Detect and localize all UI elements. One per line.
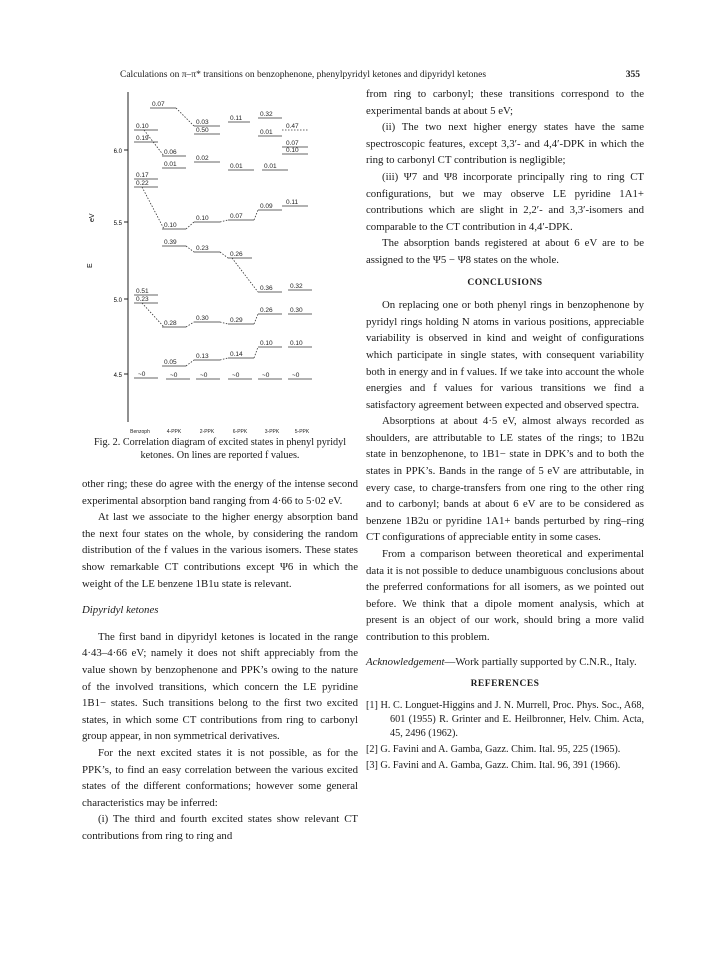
f-value: 0.32 [290,283,303,290]
f-value: 0.47 [286,123,299,130]
f-value: 0.51 [136,288,149,295]
reference: [1] H. C. Longuet-Higgins and J. N. Murrell, Proc. Phys. Soc., A68, 601 (1955) R. Grinter and E. Heilbronner, Helv. Chim. Acta, 45, 2496 (1962). [366,699,644,739]
paragraph: Absorptions at about 4·5 eV, almost always recorded as shoulders, are attributable to LE states of the rings; to 1B2u state in benzophenone, to 1B1− state in DPK’s and to both the states in PPK’s. Bands in the range of 5 eV are attributable, in every case, to charge-transfers from one ring to the other ring and to carbonyl; bands at about 6 eV are to be considered as benzene 1B2u or pyridine 1A1+ bands perturbed by ring–ring CT configurations of appreciable entity in some cases. [366,415,644,544]
column-label: Benzoph [130,429,150,435]
f-value: 0.13 [196,353,209,360]
paragraph: At last we associate to the higher energy absorption band the next four states on the whole, by considering the random distribution of the f values in the various isomers. These states show remarkable CT contributions except Ψ6 in which the weight of the LE benzene 1B1u state is relevant. [82,511,358,590]
running-title: Calculations on π–π* transitions on benzophenone, phenylpyridyl ketones and dipyridyl ketones [120,70,487,80]
f-value: ~0 [200,372,208,379]
paragraph: (i) The third and fourth excited states show relevant CT contributions from ring to ring and [82,813,358,842]
f-value: 0.01 [230,163,243,170]
column-label: 2-PPK [199,429,215,435]
f-value: 0.07 [152,101,165,108]
f-value: 0.06 [164,149,177,156]
left-column [82,476,358,844]
f-value: 0.10 [164,222,177,229]
y-tick: 5.5 [113,221,122,227]
paragraph: other ring; these do agree with the energy of the intense second experimental absorption band ranging from 4·66 to 5·02 eV. [82,478,358,507]
right-column [366,86,644,775]
f-value: 0.11 [286,199,299,206]
ack-text: —Work partially supported by C.N.R., Italy. [444,655,637,668]
f-value: 0.26 [260,307,273,314]
f-value: 0.39 [164,239,177,246]
f-value: 0.19 [136,135,149,142]
f-value: 0.02 [196,155,209,162]
f-value: 0.01 [164,161,177,168]
paragraph: (ii) The two next higher energy states have the same spectroscopic features, except 3,3′- and 4,4′-DPK in which the ring to carbonyl CT contribution is negligible; [366,121,644,167]
f-value: 0.29 [230,317,243,324]
f-value: 0.36 [260,285,273,292]
column-label: 3-PPK [264,429,280,435]
paragraph: from ring to carbonyl; these transitions correspond to the experimental bands at about 5 eV; [366,88,644,117]
f-value: 0.30 [196,315,209,322]
f-value: ~0 [232,372,240,379]
column-labels [130,429,310,435]
f-value: 0.11 [230,115,243,122]
f-value: 0.01 [260,129,273,136]
page-number: 355 [625,70,640,80]
energy-symbol: E [87,263,94,268]
section-heading: REFERENCES [470,679,540,690]
y-tick: 6.0 [113,149,122,155]
y-tick: 4.5 [113,373,122,379]
f-value: 0.26 [230,251,243,258]
reference: [3] G. Favini and A. Gamba, Gazz. Chim. Ital. 96, 391 (1966). [366,759,621,771]
f-value: 0.09 [260,203,273,210]
f-value: 0.10 [286,147,299,154]
column-label: 5-PPK [294,429,310,435]
y-axis-label: eV [89,213,96,222]
f-value: 0.28 [164,320,177,327]
figure-caption [82,436,358,462]
paragraph: On replacing one or both phenyl rings in benzophenone by pyridyl rings holding N atoms in various positions, appreciable variability is observed in kind and weight of configurations which participate in single states, with consequent variability both in energy and in f values. If we take into account the whole energies and f values for various transitions we find a satisfactory agreement between expected and observed spectra. [366,299,644,411]
f-value: 0.07 [286,140,299,147]
caption-label: Fig. 2. [93,437,121,448]
paragraph: The absorption bands registered at about 6 eV are to be assigned to the Ψ5 − Ψ8 states on the whole. [366,237,644,266]
ack-label: Acknowledgement [366,655,445,668]
f-value: 0.32 [260,111,273,118]
f-value: 0.30 [290,307,303,314]
running-header [120,70,640,80]
f-value: 0.10 [260,340,273,347]
y-tick: 5.0 [113,298,122,304]
f-value-labels [136,101,303,379]
paragraph: From a comparison between theoretical and experimental data it is not possible to deduce unambiguous conclusions about the preferred conformations for all isomers, as we pointed out before. We think that a dipole moment analysis, which at present is an object of our work, should bring a more valid contribution to this problem. [366,548,644,643]
column-label: 4-PPK [166,429,182,435]
f-value: 0.50 [196,127,209,134]
column-label: 6-PPK [232,429,248,435]
f-value: 0.10 [290,340,303,347]
f-value: ~0 [262,372,270,379]
section-heading: Dipyridyl ketones [82,604,159,617]
f-value: 0.10 [136,123,149,130]
f-value: 0.23 [196,245,209,252]
paragraph: The first band in dipyridyl ketones is located in the range 4·43–4·66 eV; namely it does not shift appreciably from the value shown by benzophenone and PPK’s owing to the nature of the involved transitions, which concern the LE pyridine 1B1− states. Such transitions belong to the first two excited states, in which some CT contributions from ring to carbonyl group appear, in non symmetrical derivatives. [82,630,358,743]
f-value: 0.22 [136,180,149,187]
f-value: 0.03 [196,119,209,126]
f-value: 0.10 [196,215,209,222]
caption-text: Correlation diagram of excited states in phenyl pyridyl ketones. On lines are reported f values. [122,437,347,461]
section-heading: CONCLUSIONS [467,277,543,288]
acknowledgement [366,654,644,671]
f-value: 0.23 [136,296,149,303]
paragraph: For the next excited states it is not possible, as for the PPK’s, to find an easy correlation between the various excited states of the different conformations; however some general characteristics may be inferred: [82,746,358,809]
f-value: 0.17 [136,172,149,179]
f-value: ~0 [170,372,178,379]
paragraph: (iii) Ψ7 and Ψ8 incorporate principally ring to ring CT configurations, but we may observe LE pyridine 1A1+ contributions which are slight in 2,2′- and 3,3′-isomers and comparable to the CT contribution in 4,4′-DPK. [366,170,644,233]
f-value: 0.14 [230,351,243,358]
f-value: 0.07 [230,213,243,220]
reference: [2] G. Favini and A. Gamba, Gazz. Chim. Ital. 95, 225 (1965). [366,743,621,755]
f-value: 0.05 [164,359,177,366]
correlation-diagram [82,92,358,452]
f-value: 0.01 [264,163,277,170]
f-value: ~0 [292,372,300,379]
f-value: ~0 [138,371,146,378]
